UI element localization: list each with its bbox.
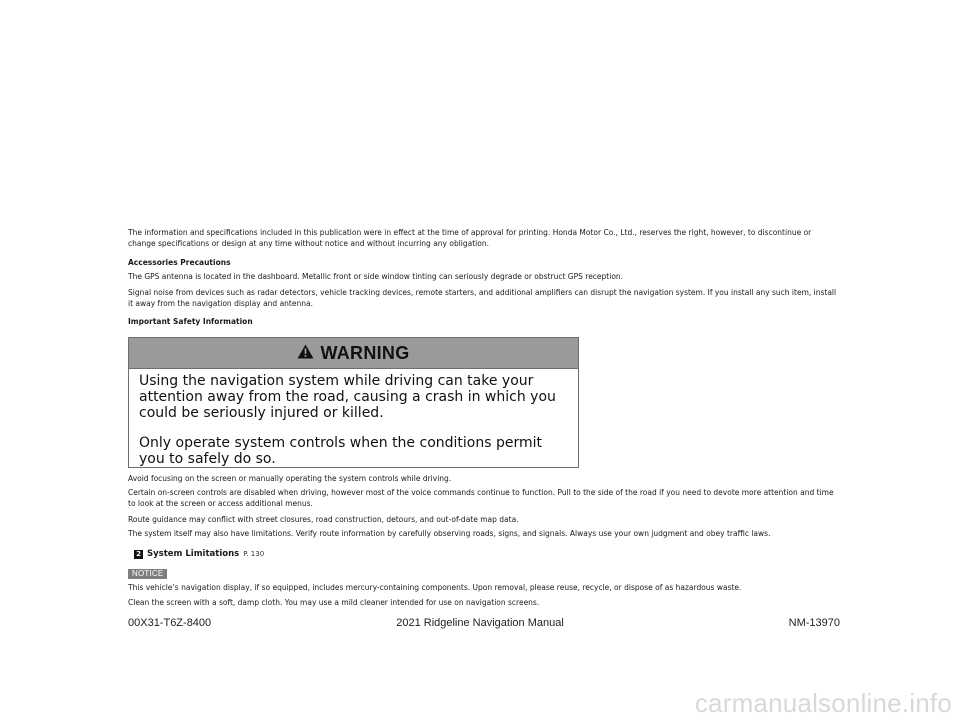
system-limitations-link[interactable]	[134, 549, 264, 560]
warning-text-primary: Using the navigation system while driving can take your attention away from the road, causing a crash in which you could be seriously injured or killed.	[139, 373, 556, 421]
cross-reference-icon: 2	[134, 550, 143, 559]
xref-title: System Limitations	[147, 549, 240, 559]
warning-text-secondary: Only operate system controls when the conditions permit you to safely do so.	[139, 435, 542, 467]
warning-box	[128, 337, 579, 468]
accessories-heading: Accessories Precautions	[128, 258, 231, 267]
footer-title: 2021 Ridgeline Navigation Manual	[396, 617, 564, 629]
footer-code: 00X31-T6Z-8400	[128, 617, 212, 629]
system-limitations-paragraph: The system itself may also have limitations. Verify route information by carefully observing roads, signs, and signals. Always use your own judgment and obey traffic laws.	[128, 529, 771, 538]
gps-antenna-paragraph: The GPS antenna is located in the dashboard. Metallic front or side window tinting can seriously degrade or obstruct GPS reception.	[128, 272, 624, 281]
safety-heading: Important Safety Information	[128, 317, 253, 326]
avoid-focusing-paragraph: Avoid focusing on the screen or manually operating the system controls while driving.	[128, 474, 452, 483]
xref-page: P. 130	[243, 550, 265, 558]
route-guidance-paragraph: Route guidance may conflict with street closures, road construction, detours, and out-of-date map data.	[128, 515, 519, 524]
notice-badge: NOTICE	[128, 569, 167, 579]
site-watermark: carmanualsonline.info	[694, 688, 952, 718]
warning-title: WARNING	[320, 342, 410, 363]
warning-triangle-icon	[297, 344, 314, 363]
signal-noise-paragraph: Signal noise from devices such as radar detectors, vehicle tracking devices, remote starters, and additional amplifiers can disrupt the navigation system. If you install any such item, install it away from the navigation display and antenna.	[128, 288, 837, 308]
disabled-controls-paragraph: Certain on-screen controls are disabled when driving, however most of the voice commands continue to function. Pull to the side of the road if you need to devote more attention and time to look at the screen or access additional menus.	[128, 488, 834, 508]
mercury-notice-paragraph: This vehicle’s navigation display, if so equipped, includes mercury-containing components. Upon removal, please reuse, recycle, or dispose of as hazardous waste.	[128, 583, 742, 592]
footer-number: NM-13970	[788, 617, 840, 629]
screen-cleaning-paragraph: Clean the screen with a soft, damp cloth. You may use a mild cleaner intended for use on navigation screens.	[128, 598, 540, 607]
intro-paragraph: The information and specifications included in this publication were in effect at the time of approval for printing. Honda Motor Co., Ltd., reserves the right, however, to discontinue or change specifications or design at any time without notice and without incurring any obligation.	[128, 228, 812, 248]
warning-header	[129, 338, 578, 369]
